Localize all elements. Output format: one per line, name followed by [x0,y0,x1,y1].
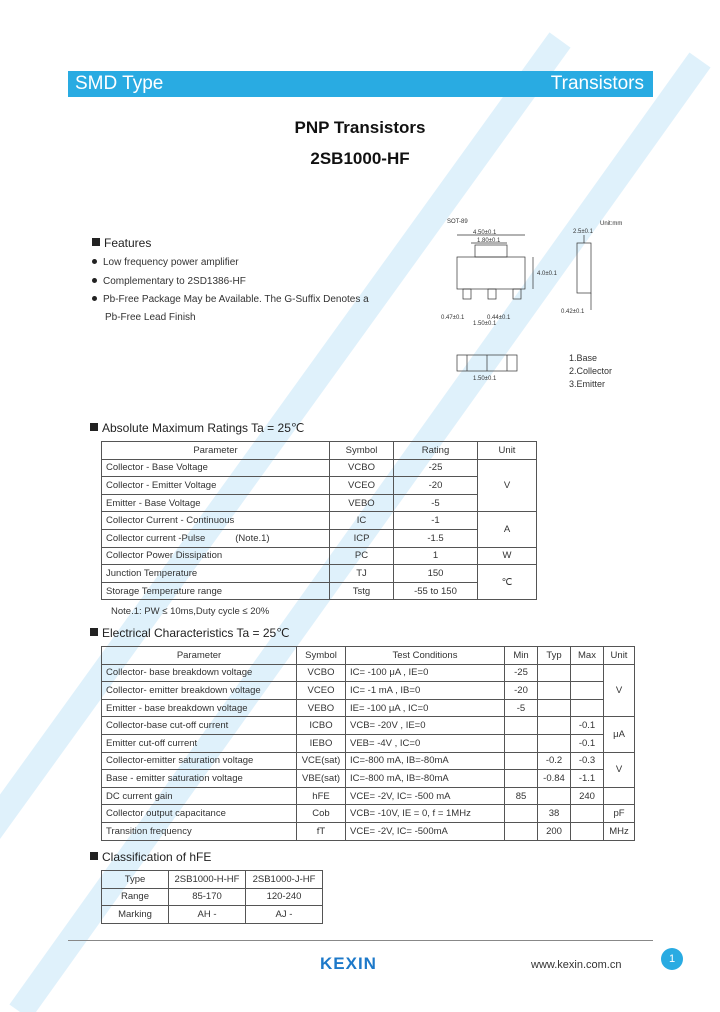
elec-table [101,646,635,841]
table-cell: Range [102,888,169,906]
header-banner [68,71,653,97]
table-row [102,664,635,682]
table-cell: VCE(sat) [297,752,346,770]
table-cell [505,805,538,823]
table-cell [505,822,538,840]
table-cell: Collector current -Pulse (Note.1) [102,529,330,547]
table-row [102,734,635,752]
table-cell: IEBO [297,734,346,752]
svg-text:4.50±0.1: 4.50±0.1 [473,230,497,236]
svg-text:0.42±0.1: 0.42±0.1 [561,309,585,315]
table-cell: 120-240 [246,888,323,906]
table-cell: Emitter - base breakdown voltage [102,699,297,717]
table-cell: Emitter - Base Voltage [102,494,330,512]
page-number: 1 [661,948,683,970]
table-row [102,906,323,924]
table-cell: V [604,664,635,717]
table-cell [505,717,538,735]
feature-item: Complementary to 2SD1386-HF [92,276,246,287]
bullet-dot-icon [92,296,97,301]
table-cell [571,822,604,840]
table-cell: 85 [505,787,538,805]
table-header-cell: Parameter [102,647,297,665]
table-header-cell: Rating [394,442,478,460]
pin-legend: 1.Base 2.Collector 3.Emitter [569,353,613,389]
abs-max-note: Note.1: PW ≤ 10ms,Duty cycle ≤ 20% [111,606,270,617]
table-header-cell: Unit [478,442,537,460]
table-cell: Collector output capacitance [102,805,297,823]
table-cell: VCB= -10V, IE = 0, f = 1MHz [346,805,505,823]
table-row [102,871,323,889]
table-cell: 1 [394,547,478,565]
table-cell: 150 [394,565,478,583]
table-cell [505,770,538,788]
table-header-cell: Symbol [297,647,346,665]
table-cell: Collector Power Dissipation [102,547,330,565]
table-row [102,805,635,823]
svg-text:1.50±0.1: 1.50±0.1 [473,376,497,382]
table-cell: IE= -100 μA , IC=0 [346,699,505,717]
table-cell: -5 [394,494,478,512]
table-cell: Collector- base breakdown voltage [102,664,297,682]
table-cell: ICP [330,529,394,547]
table-row [102,442,537,460]
feature-item: Pb-Free Package May be Available. The G-Suffix Denotes a [92,294,369,305]
header-left: SMD Type [75,73,164,94]
table-cell: VEBO [330,494,394,512]
classification-table [101,870,323,924]
table-cell: V [604,752,635,787]
footer-url[interactable]: www.kexin.com.cn [531,959,622,971]
table-cell: 85-170 [169,888,246,906]
table-cell: VCB= -20V , IE=0 [346,717,505,735]
svg-text:1.50±0.1: 1.50±0.1 [473,321,497,327]
table-cell: IC=-800 mA, IB=-80mA [346,752,505,770]
table-cell: VEBO [297,699,346,717]
table-cell: -1 [394,512,478,530]
kexin-logo: KEXIN [320,954,377,973]
elec-heading: Electrical Characteristics Ta = 25℃ [90,626,290,640]
table-cell [604,787,635,805]
table-cell: VEB= -4V , IC=0 [346,734,505,752]
table-cell: IC=-800 mA, IB=-80mA [346,770,505,788]
table-cell: V [478,459,537,512]
table-cell: Transition frequency [102,822,297,840]
table-cell: IC= -100 μA , IE=0 [346,664,505,682]
table-cell: -0.1 [571,717,604,735]
package-name: SOT-89 [447,219,468,225]
table-cell [505,734,538,752]
table-cell: fT [297,822,346,840]
table-cell: Collector-emitter saturation voltage [102,752,297,770]
table-cell [538,734,571,752]
bullet-square-icon [92,238,100,246]
table-cell: VCEO [297,682,346,700]
table-row [102,787,635,805]
page-title: PNP Transistors [294,118,426,137]
table-cell: Type [102,871,169,889]
table-cell: Collector Current - Continuous [102,512,330,530]
table-cell [538,787,571,805]
table-cell: AJ - [246,906,323,924]
bullet-dot-icon [92,259,97,264]
table-cell: pF [604,805,635,823]
table-row [102,699,635,717]
table-cell: PC [330,547,394,565]
table-cell: -0.1 [571,734,604,752]
table-cell: ℃ [478,565,537,600]
table-row [102,547,537,565]
table-header-cell: Test Conditions [346,647,505,665]
table-header-cell: Unit [604,647,635,665]
table-cell: Junction Temperature [102,565,330,583]
table-row [102,529,537,547]
table-cell: Emitter cut-off current [102,734,297,752]
table-cell: -0.2 [538,752,571,770]
table-cell [538,699,571,717]
table-cell: VCEO [330,477,394,495]
table-cell: AH - [169,906,246,924]
table-cell: -0.84 [538,770,571,788]
table-cell: 240 [571,787,604,805]
table-row [102,822,635,840]
table-row [102,565,537,583]
table-cell: TJ [330,565,394,583]
table-cell: VBE(sat) [297,770,346,788]
table-cell [538,682,571,700]
table-cell [571,805,604,823]
header-right: Transistors [550,73,644,94]
table-cell [538,664,571,682]
table-cell: VCE= -2V, IC= -500 mA [346,787,505,805]
table-cell: -20 [394,477,478,495]
table-header-cell: Max [571,647,604,665]
table-cell: MHz [604,822,635,840]
table-cell: ICBO [297,717,346,735]
part-number: 2SB1000-HF [310,149,410,168]
table-cell: -1.1 [571,770,604,788]
table-cell: Tstg [330,582,394,600]
table-cell: VCBO [297,664,346,682]
table-cell: -5 [505,699,538,717]
table-cell: VCBO [330,459,394,477]
table-cell: 200 [538,822,571,840]
feature-item: Pb-Free Lead Finish [105,312,196,323]
table-cell: Cob [297,805,346,823]
svg-text:4.0±0.1: 4.0±0.1 [537,271,557,277]
svg-text:1.80±0.1: 1.80±0.1 [477,238,501,244]
svg-text:0.44±0.1: 0.44±0.1 [487,315,511,321]
table-cell: W [478,547,537,565]
feature-item: Low frequency power amplifier [92,257,239,268]
footer-divider [68,940,653,941]
bullet-dot-icon [92,278,97,283]
table-cell: IC [330,512,394,530]
table-row [102,770,635,788]
table-cell: 38 [538,805,571,823]
table-cell: -25 [394,459,478,477]
table-header-cell: Parameter [102,442,330,460]
table-cell: -20 [505,682,538,700]
table-cell: Collector - Base Voltage [102,459,330,477]
table-cell: VCE= -2V, IC= -500mA [346,822,505,840]
table-cell: -55 to 150 [394,582,478,600]
table-row [102,888,323,906]
table-cell: 2SB1000-H-HF [169,871,246,889]
table-cell: -1.5 [394,529,478,547]
table-row [102,494,537,512]
table-row [102,512,537,530]
table-cell: 2SB1000-J-HF [246,871,323,889]
table-cell: -25 [505,664,538,682]
table-cell: hFE [297,787,346,805]
svg-text:0.47±0.1: 0.47±0.1 [441,315,465,321]
table-cell: -0.3 [571,752,604,770]
bullet-square-icon [90,423,98,431]
table-header-cell: Symbol [330,442,394,460]
table-cell [538,717,571,735]
bullet-square-icon [90,852,98,860]
classification-heading: Classification of hFE [90,850,211,864]
table-cell [571,699,604,717]
table-cell: Storage Temperature range [102,582,330,600]
features-heading: Features [92,236,151,250]
table-header-cell: Typ [538,647,571,665]
svg-text:2.5±0.1: 2.5±0.1 [573,229,593,235]
table-cell: Collector - Emitter Voltage [102,477,330,495]
table-row [102,459,537,477]
table-cell: Marking [102,906,169,924]
table-row [102,647,635,665]
table-cell [571,682,604,700]
table-header-cell: Min [505,647,538,665]
table-row [102,582,537,600]
abs-max-heading: Absolute Maximum Ratings Ta = 25℃ [90,421,304,435]
table-cell: DC current gain [102,787,297,805]
table-cell: A [478,512,537,547]
package-unit: Unit:mm [600,221,623,227]
table-cell: μA [604,717,635,752]
table-cell: IC= -1 mA , IB=0 [346,682,505,700]
table-cell [505,752,538,770]
table-row [102,752,635,770]
table-cell: Collector- emitter breakdown voltage [102,682,297,700]
table-row [102,682,635,700]
table-cell [571,664,604,682]
abs-max-table [101,441,537,600]
table-cell: Collector-base cut-off current [102,717,297,735]
bullet-square-icon [90,628,98,636]
table-cell: Base - emitter saturation voltage [102,770,297,788]
table-row [102,477,537,495]
table-row [102,717,635,735]
